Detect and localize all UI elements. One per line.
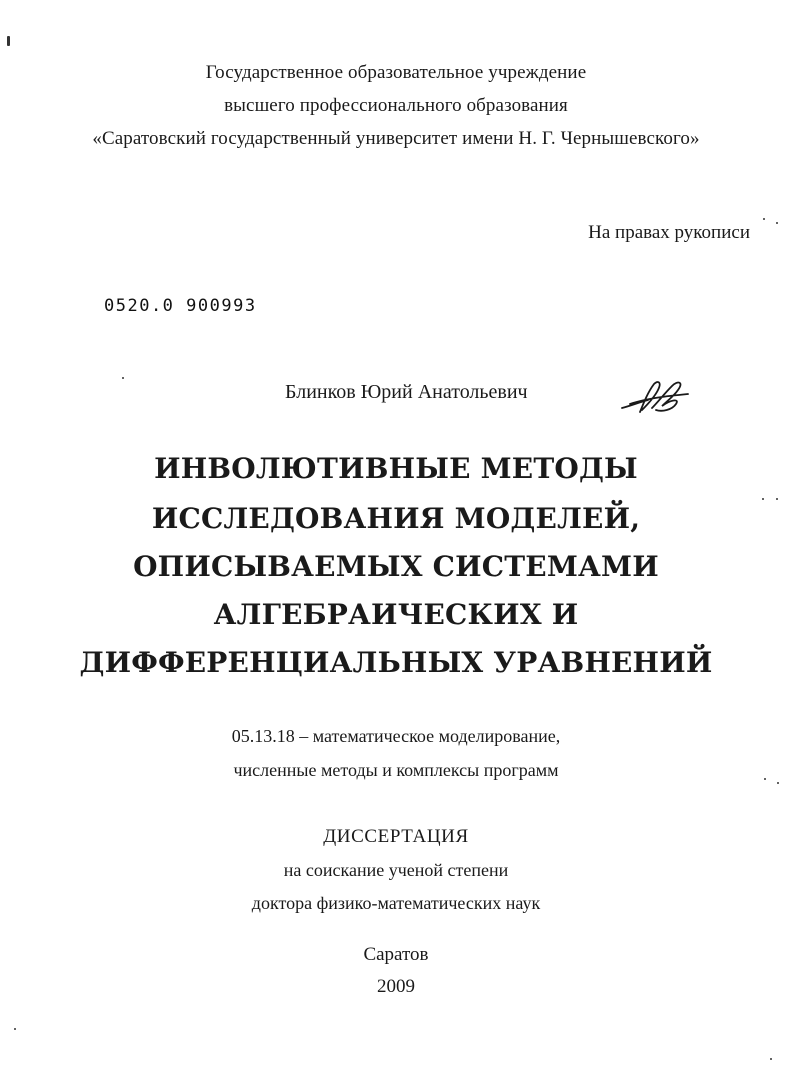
manuscript-rights-label: На правах рукописи [588,222,750,243]
title-line-5: ДИФФЕРЕНЦИАЛЬНЫХ УРАВНЕНИЙ [79,646,713,679]
signature-icon [618,372,698,422]
scan-speck [770,1058,772,1060]
specialty-line-2: численные методы и комплексы программ [233,760,559,780]
city: Саратов [363,944,429,965]
scan-speck [14,1028,16,1030]
institution-line-3: «Саратовский государственный университет имени Н. Г. Чернышевского» [92,128,700,149]
degree-line-2: доктора физико-математических наук [251,893,541,913]
institution-line-2: высшего профессионального образования [224,95,568,116]
title-line-3: ОПИСЫВАЕМЫХ СИСТЕМАМИ [133,550,659,583]
library-stamp: 0520.0 900993 [104,296,257,316]
scan-mark [7,36,10,46]
scan-speck [776,222,778,224]
author-block [0,372,792,422]
degree-line-1: на соискание ученой степени [283,860,509,880]
title-line-4: АЛГЕБРАИЧЕСКИХ И [213,598,579,631]
institution-line-1: Государственное образовательное учреждение [205,62,587,83]
scan-speck [777,782,779,784]
scan-speck [776,498,778,500]
title-line-1: ИНВОЛЮТИВНЫЕ МЕТОДЫ [154,452,638,485]
specialty-line-1: 05.13.18 – математическое моделирование, [231,726,561,746]
scan-speck [763,218,765,220]
author-name: Блинков Юрий Анатольевич [285,381,528,403]
document-type: ДИССЕРТАЦИЯ [323,826,469,847]
scan-speck [762,498,764,500]
year: 2009 [377,976,415,997]
title-line-2: ИССЛЕДОВАНИЯ МОДЕЛЕЙ, [151,502,641,535]
